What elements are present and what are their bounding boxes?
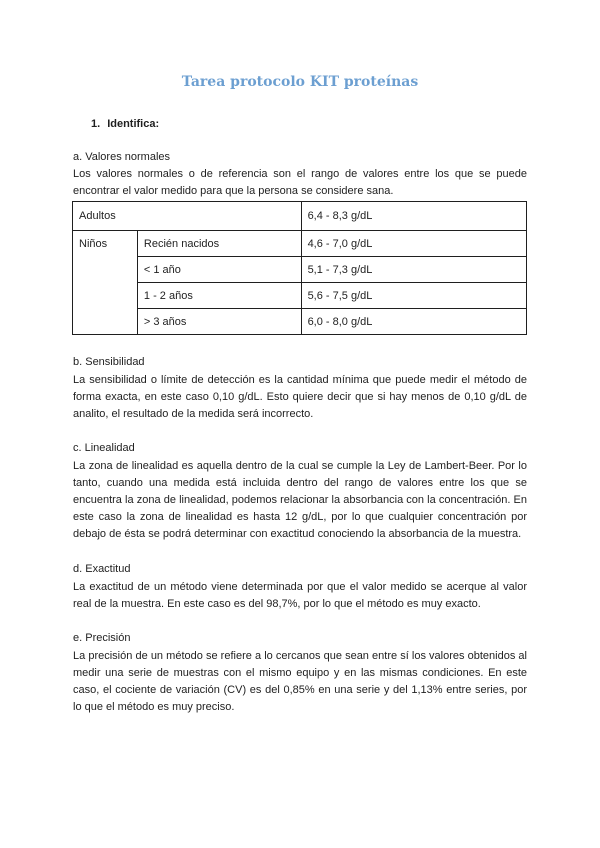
table-cell-children-label: Niños bbox=[73, 231, 138, 335]
section-heading bbox=[91, 118, 159, 130]
section-c-title: c. Linealidad bbox=[73, 442, 135, 454]
heading-text: Identifica: bbox=[107, 118, 160, 130]
section-b-title: b. Sensibilidad bbox=[73, 356, 145, 368]
table-cell-adults-value: 6,4 - 8,3 g/dL bbox=[301, 202, 526, 231]
table-row bbox=[73, 257, 527, 283]
section-d-text: La exactitud de un método viene determinada por que el valor medido se acerque al valor real de la muestra. En este caso es del 98,7%, por lo que el método es muy exacto. bbox=[73, 581, 527, 610]
section-d-title: d. Exactitud bbox=[73, 563, 131, 575]
table-cell-age: 1 - 2 años bbox=[137, 283, 301, 309]
table-cell-value: 5,6 - 7,5 g/dL bbox=[301, 283, 526, 309]
heading-number: 1. bbox=[91, 118, 101, 130]
section-e-title: e. Precisión bbox=[73, 632, 131, 644]
table-cell-age: > 3 años bbox=[137, 309, 301, 335]
table-row bbox=[73, 283, 527, 309]
table-row bbox=[73, 202, 527, 231]
section-a-text: Los valores normales o de referencia son el rango de valores entre los que se puede encontrar el valor medido para que la persona se considere sana. bbox=[73, 168, 527, 197]
section-a-title: a. Valores normales bbox=[73, 151, 171, 163]
table-cell-age: < 1 año bbox=[137, 257, 301, 283]
table-cell-value: 6,0 - 8,0 g/dL bbox=[301, 309, 526, 335]
table-row bbox=[73, 231, 527, 257]
table-cell-value: 5,1 - 7,3 g/dL bbox=[301, 257, 526, 283]
section-c-text: La zona de linealidad es aquella dentro de la cual se cumple la Ley de Lambert-Beer. Por lo tanto, cuando una medida está incluida dentro del rango de valores entre los que se encuentra la zona de linealidad, podemos relacionar la absorbancia con la concentración. En este caso la zona de linealidad es hasta 12 g/dL, por lo que cualquier concentración por debajo de ésta se podrá determinar con exactitud conociendo la absorbancia de la muestra. bbox=[73, 460, 527, 540]
table-cell-age: Recién nacidos bbox=[137, 231, 301, 257]
reference-values-table bbox=[72, 201, 527, 335]
table-cell-value: 4,6 - 7,0 g/dL bbox=[301, 231, 526, 257]
table-cell-adults-label: Adultos bbox=[73, 202, 302, 231]
table-row bbox=[73, 309, 527, 335]
section-b-text: La sensibilidad o límite de detección es la cantidad mínima que puede medir el método de forma exacta, en este caso 0,10 g/dL. Esto quiere decir que si hay menos de 0,10 g/dL de analito, el resultado de la medida será incorrecto. bbox=[73, 374, 527, 420]
section-e-text: La precisión de un método se refiere a lo cercanos que sean entre sí los valores obtenidos al medir una serie de muestras con el mismo equipo y en las mismas condiciones. En este caso, el cociente de variación (CV) es del 0,85% en una serie y del 1,13% entre series, por lo que el método es muy preciso. bbox=[73, 650, 527, 713]
document-title: Tarea protocolo KIT proteínas bbox=[181, 74, 419, 90]
